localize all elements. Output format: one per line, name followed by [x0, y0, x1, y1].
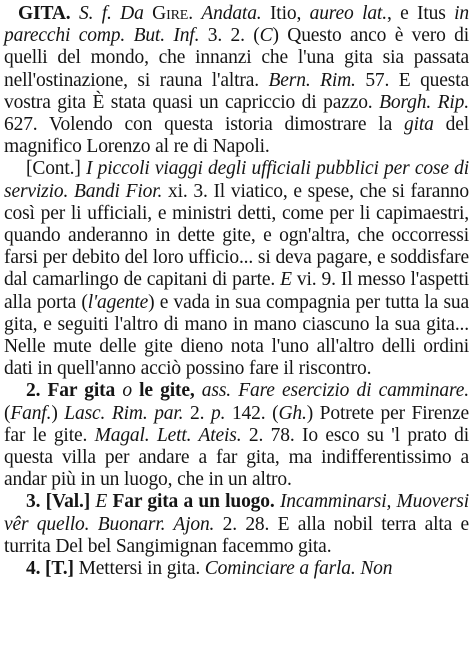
- italic-run: C: [259, 25, 273, 47]
- bold-run: 2. Far gita: [26, 380, 116, 402]
- text-run: (: [4, 402, 11, 424]
- sense-2-paragraph: [4, 380, 469, 491]
- italic-run: Lasc. Rim. par.: [64, 402, 184, 424]
- text-run: [89, 514, 97, 535]
- text-run: vi. 9. Il messo l'aspetti alla porta (: [4, 269, 470, 313]
- italic-run: l'agente: [87, 291, 149, 313]
- italic-run: in parecchi comp.: [4, 3, 469, 47]
- text-run: xi. 3. Il viatico, e spese, che si faranno così per li ufficiali, e ministri detti, come per li capimaestri, quando anderanno in dette gite, e ogn'altra, che occorressi farsi per debito del loro ufficio... si deva pagare, e soddisfare dal camarlingo de capitani di parte.: [4, 180, 470, 291]
- italic-run: aureo lat.: [309, 3, 387, 24]
- text-run: [Cont.]: [26, 158, 86, 180]
- text-run: 2.: [183, 402, 211, 424]
- entry-definition-paragraph: [4, 3, 469, 158]
- text-run: [71, 3, 79, 24]
- italic-run: E: [95, 491, 108, 513]
- italic-run: But. Inf.: [133, 25, 200, 47]
- italic-run: Fanf.: [10, 402, 52, 424]
- text-run: 3. 2. (: [199, 25, 260, 47]
- text-run: .: [188, 3, 202, 24]
- sense-4-paragraph: [4, 558, 469, 580]
- italic-run: p.: [210, 402, 226, 424]
- text-run: 2. 78. Io esco su 'l prato di questa villa per andare a far gita, ma indifferentissimo a andar più in un luogo, che in un altro.: [4, 424, 469, 491]
- italic-run: Gh.: [278, 402, 307, 424]
- bold-run: le gite,: [139, 380, 195, 402]
- text-run: , e Itus: [386, 3, 455, 24]
- text-run: [144, 3, 152, 24]
- text-run: [195, 380, 202, 401]
- bold-run: 4. [T.]: [26, 558, 74, 580]
- bold-run: Far gita a un luogo.: [112, 491, 275, 513]
- entry-continuation-paragraph: [4, 158, 469, 380]
- italic-run: Incamminarsi, Muoversi vêr quello.: [4, 491, 469, 535]
- italic-run: S. f.: [78, 3, 112, 24]
- italic-run: Bandi Fior.: [73, 180, 163, 202]
- text-run: Mettersi in gita.: [73, 558, 205, 580]
- italic-run: Bern. Rim.: [268, 69, 356, 91]
- text-run: 57. E questa vostra gita È stata quasi un capriccio di pazzo.: [4, 69, 470, 113]
- italic-run: I piccoli viaggi degli ufficiali pubblici per cose di servizio.: [4, 158, 469, 202]
- bold-run: GITA.: [18, 3, 71, 24]
- text-run: ) Questo anco è vero di quelli del mondo, che innanzi che l'una gita sia passata nell'ostinazione, si rauna l'altra.: [4, 25, 470, 91]
- italic-run: Borgh. Rip.: [379, 91, 469, 113]
- text-run: 627. Volendo con questa istoria dimostrare la: [4, 114, 404, 136]
- sense-3-paragraph: [4, 491, 469, 558]
- italic-run: Buonarr. Ajon.: [97, 513, 215, 535]
- text-run: 142. (: [225, 402, 279, 424]
- text-run: ) e vada in sua compagnia per tutta la sua gita, e seguiti l'altro di mano in mano ciascuno la sua gita... Nelle mute delle gite dieno nota l'uno all'altro delli ordini dati in quell'anno acciò possino fare il riscontro.: [4, 291, 469, 380]
- text-run: ): [51, 402, 65, 424]
- smallcaps-run: Gire: [152, 3, 189, 24]
- italic-run: Magal. Lett. Ateis.: [94, 424, 242, 446]
- italic-run: Andata.: [201, 3, 262, 24]
- italic-run: Fare esercizio di camminare.: [238, 380, 469, 402]
- text-run: ) Potrete per Firenze far le gite.: [4, 402, 469, 446]
- italic-run: Da: [120, 3, 144, 24]
- italic-run: ass.: [201, 380, 231, 402]
- italic-run: gita: [403, 114, 434, 136]
- italic-run: E: [280, 269, 292, 291]
- text-run: [125, 25, 133, 46]
- text-run: Itio,: [261, 3, 310, 24]
- text-run: [112, 3, 120, 24]
- text-run: del magnifico Lorenzo al re di Napoli.: [4, 114, 469, 158]
- text-run: 2. 28. E alla nobil terra alta e turrita Del bel Sangimignan facemmo gita.: [4, 513, 469, 557]
- italic-run: Cominciare a farla. Non: [204, 558, 393, 580]
- bold-run: 3. [Val.]: [26, 491, 91, 513]
- italic-run: o: [122, 380, 132, 402]
